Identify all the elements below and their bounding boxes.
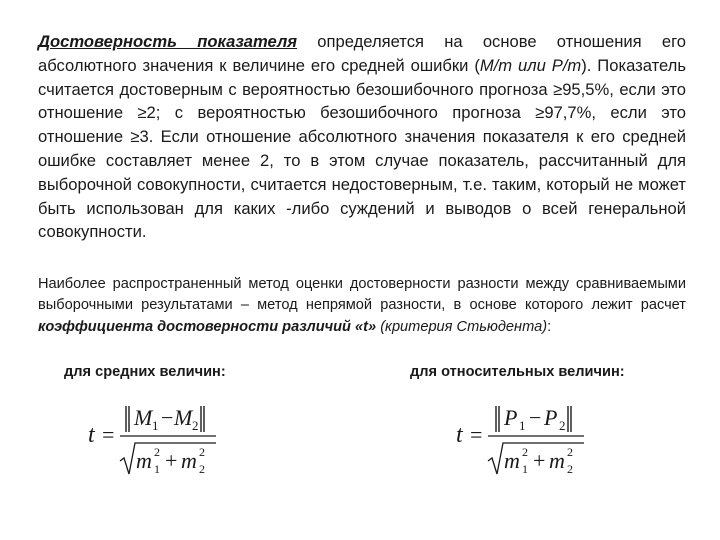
definition-text-part2: ). Показатель считается достоверным с вероятностью безошибочного прогноза ≥95,5%, если это отношение ≥2; с вероятностью безошибочного прогноза ≥97,7%, если это отношение ≥3. Если отношение абсолютного значения показателя к его средней ошибке составляет менее 2, то в этом случае показатель, рассчитанный для выборочной совокупности, считается недостоверным, т.е. таким, который не может быть использован для каких -либо суждений и выводов о всей генеральной совокупности. [38, 55, 686, 242]
denominator-m2: m [549, 448, 565, 473]
denominator-sub-1: 1 [522, 462, 528, 476]
numerator-mean-1: M [134, 405, 153, 430]
method-text-part1: Наиболее распространенный метод оценки достоверности разности между сравниваемыми выборочными результатами – метод непрямой разности, в основе которого лежит расчет [38, 276, 686, 314]
t-formula-relative [456, 392, 606, 487]
means-heading: для средних величин: [64, 364, 226, 380]
denominator-m1: m [136, 448, 152, 473]
denominator-m2: m [181, 448, 197, 473]
denominator-sq-1: 2 [154, 445, 160, 459]
formula-t-symbol: t [88, 422, 95, 448]
numerator-sub-2: 2 [192, 418, 199, 433]
relative-values-heading: для относительных величин: [410, 364, 625, 380]
denominator-sq-2: 2 [567, 445, 573, 459]
numerator-p-1: P [504, 405, 518, 430]
numerator-minus: − [161, 405, 174, 430]
numerator-sub-1: 1 [519, 418, 526, 433]
denominator-sub-2: 2 [199, 462, 205, 476]
ratio-notation: М/m или P/m [479, 55, 582, 75]
term-reliability-indicator: Достоверность показателя [38, 32, 298, 51]
denominator-sq-2: 2 [199, 445, 205, 459]
denominator-m1: m [504, 448, 520, 473]
definition-text-part1: определяется на основе отношения его абсолютного значения к величине его средней ошибки ( [38, 32, 686, 75]
reliability-definition-paragraph [38, 30, 686, 244]
numerator-sub-2: 2 [559, 418, 566, 433]
formula-t-symbol: t [456, 422, 463, 448]
numerator-p-2: P [544, 405, 558, 430]
t-coefficient-term: коэффициента достоверности различий «t» [38, 318, 377, 335]
denominator-plus: + [533, 448, 546, 473]
denominator-sub-2: 2 [567, 462, 573, 476]
method-text-part3: : [547, 318, 552, 335]
denominator-sq-1: 2 [522, 445, 528, 459]
formula-equals: = [102, 422, 115, 447]
formula-equals: = [470, 422, 483, 447]
difference-method-paragraph [38, 274, 686, 338]
denominator-sub-1: 1 [154, 462, 160, 476]
numerator-minus: − [529, 405, 542, 430]
denominator-plus: + [165, 448, 178, 473]
t-formula-means [88, 392, 238, 487]
numerator-sub-1: 1 [152, 418, 159, 433]
student-criterion: (критерия Стьюдента) [380, 318, 548, 335]
numerator-mean-2: M [174, 405, 193, 430]
